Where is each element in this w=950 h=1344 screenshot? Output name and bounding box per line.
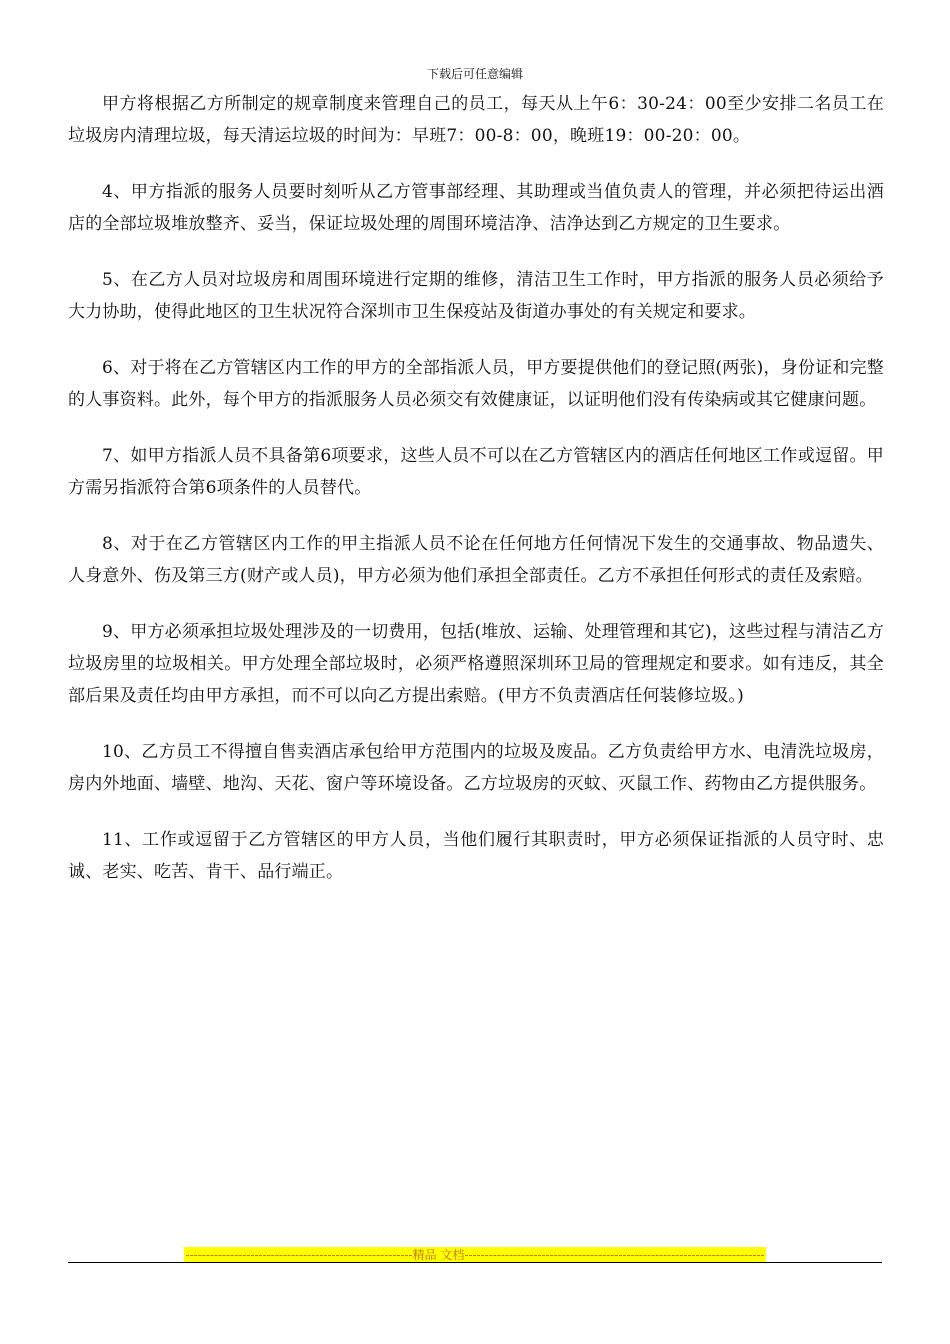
paragraph-clause-11: 11、工作或逗留于乙方管辖区的甲方人员，当他们履行其职责时，甲方必须保证指派的人员守时、忠诚、老实、吃苦、肯干、品行端正。 <box>68 830 884 882</box>
paragraph-clause-7: 7、如甲方指派人员不具备第6项要求，这些人员不可以在乙方管辖区内的酒店任何地区工作或逗留。甲方需另指派符合第6项条件的人员替代。 <box>68 446 884 498</box>
paragraph-clause-6: 6、对于将在乙方管辖区内工作的甲方的全部指派人员，甲方要提供他们的登记照(两张)，身份证和完整的人事资料。此外，每个甲方的指派服务人员必须交有效健康证，以证明他们没有传染病或其它健康问题。 <box>68 358 884 410</box>
footer-divider <box>68 1262 882 1263</box>
paragraph-clause-8: 8、对于在乙方管辖区内工作的甲主指派人员不论在任何地方任何情况下发生的交通事故、物品遗失、人身意外、伤及第三方(财产或人员)，甲方必须为他们承担全部责任。乙方不承担任何形式的责任及索赔。 <box>68 534 884 586</box>
paragraph-staff-management: 甲方将根据乙方所制定的规章制度来管理自己的员工，每天从上午6：30-24：00至少安排二名员工在垃圾房内清理垃圾，每天清运垃圾的时间为：早班7：00-8：00，晚班19：00-20：00。 <box>68 94 884 146</box>
page-header: 下载后可任意编辑 <box>426 67 523 81</box>
paragraph-clause-9: 9、甲方必须承担垃圾处理涉及的一切费用，包括(堆放、运输、处理管理和其它)，这些过程与清洁乙方垃圾房里的垃圾相关。甲方处理全部垃圾时，必须严格遵照深圳环卫局的管理规定和要求。如有违反，其全部后果及责任均由甲方承担，而不可以向乙方提出索赔。(甲方不负责酒店任何装修垃圾。) <box>68 622 884 706</box>
paragraph-clause-5: 5、在乙方人员对垃圾房和周围环境进行定期的维修，清洁卫生工作时，甲方指派的服务人员必须给予大力协助，使得此地区的卫生状况符合深圳市卫生保疫站及街道办事处的有关规定和要求。 <box>68 270 884 322</box>
paragraph-clause-4: 4、甲方指派的服务人员要时刻听从乙方管事部经理、其助理或当值负责人的管理，并必须把待运出酒店的全部垃圾堆放整齐、妥当，保证垃圾处理的周围环境洁净、洁净达到乙方规定的卫生要求。 <box>68 182 884 234</box>
document-body <box>68 88 884 912</box>
footer-banner: --------------------------------------------------------精品 文档-------------------------------------------------------------------------- <box>185 1248 765 1262</box>
paragraph-clause-10: 10、乙方员工不得擅自售卖酒店承包给甲方范围内的垃圾及废品。乙方负责给甲方水、电清洗垃圾房，房内外地面、墙壁、地沟、天花、窗户等环境设备。乙方垃圾房的灭蚊、灭鼠工作、药物由乙方提供服务。 <box>68 742 884 794</box>
footer <box>0 1244 950 1263</box>
